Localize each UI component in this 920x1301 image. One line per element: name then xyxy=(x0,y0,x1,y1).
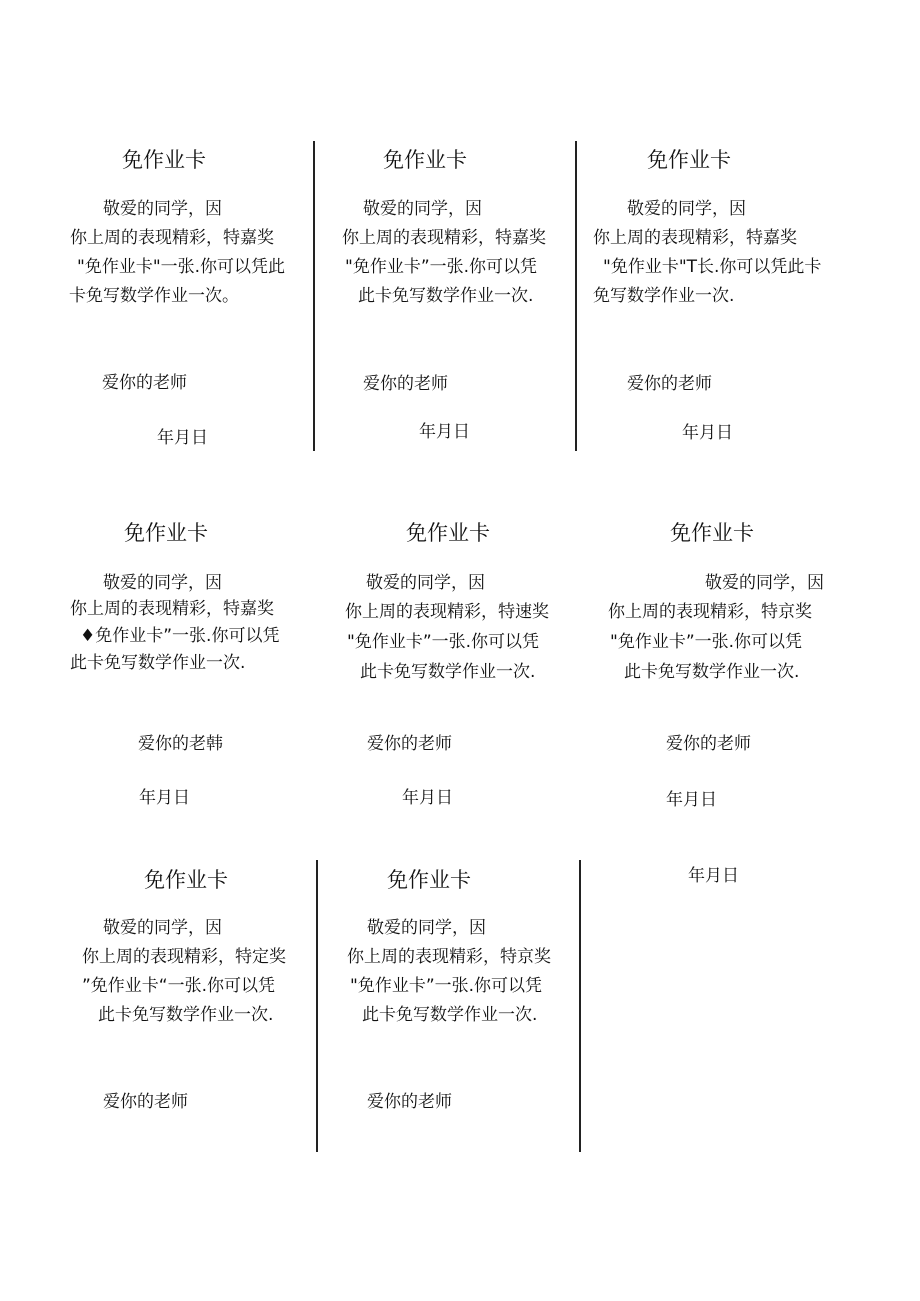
card-date: 年月日 xyxy=(402,788,453,808)
card-body-line: 免写数学作业一次. xyxy=(593,286,735,306)
card-date: 年月日 xyxy=(419,422,470,442)
card-body-line: 你上周的表现精彩，特嘉奖 xyxy=(342,228,546,248)
card-body-line: "免作业卡”一张.你可以凭 xyxy=(345,257,538,277)
card-body-line: ♦免作业卡”一张.你可以凭 xyxy=(80,626,280,646)
card-body-line: 你上周的表现精彩，特嘉奖 xyxy=(70,228,274,248)
card-body-line: 你上周的表现精彩，特嘉奖 xyxy=(70,599,274,619)
card-date: 年月日 xyxy=(666,790,717,810)
card-signature: 爱你的老师 xyxy=(627,374,712,394)
card-signature: 爱你的老师 xyxy=(363,374,448,394)
card-greeting: 敬爱的同学，因 xyxy=(103,199,222,219)
card-title: 免作业卡 xyxy=(144,868,228,892)
card-body-line: 卡免写数学作业一次。 xyxy=(69,286,239,306)
card-title: 免作业卡 xyxy=(670,521,754,545)
card-body-line: "免作业卡”一张.你可以凭 xyxy=(350,976,543,996)
card-date: 年月日 xyxy=(688,866,739,886)
card-body-line: ”免作业卡“一张.你可以凭 xyxy=(82,976,276,996)
card-greeting: 敬爱的同学，因 xyxy=(366,573,485,593)
card-body-line: 你上周的表现精彩，特嘉奖 xyxy=(593,228,797,248)
divider-line xyxy=(313,141,315,451)
divider-line xyxy=(575,141,577,451)
card-signature: 爱你的老师 xyxy=(102,373,187,393)
card-body-line: "免作业卡”一张.你可以凭 xyxy=(347,632,540,652)
card-body-line: 你上周的表现精彩，特速奖 xyxy=(345,602,549,622)
card-body-line: 你上周的表现精彩，特京奖 xyxy=(608,602,812,622)
card-greeting: 敬爱的同学，因 xyxy=(103,918,222,938)
card-title: 免作业卡 xyxy=(383,148,467,172)
card-signature: 爱你的老韩 xyxy=(138,734,223,754)
card-greeting: 敬爱的同学，因 xyxy=(627,199,746,219)
card-title: 免作业卡 xyxy=(122,148,206,172)
card-body-line: 此卡免写数学作业一次. xyxy=(624,662,800,682)
card-signature: 爱你的老师 xyxy=(103,1092,188,1112)
card-signature: 爱你的老师 xyxy=(367,1092,452,1112)
card-signature: 爱你的老师 xyxy=(367,734,452,754)
card-body-line: 你上周的表现精彩，特京奖 xyxy=(347,947,551,967)
divider-line xyxy=(579,860,581,1152)
card-greeting: 敬爱的同学，因 xyxy=(363,199,482,219)
card-date: 年月日 xyxy=(157,428,208,448)
card-title: 免作业卡 xyxy=(406,521,490,545)
divider-line xyxy=(316,860,318,1152)
card-greeting: 敬爱的同学，因 xyxy=(705,573,824,593)
card-date: 年月日 xyxy=(139,788,190,808)
card-title: 免作业卡 xyxy=(647,148,731,172)
card-body-line: 此卡免写数学作业一次. xyxy=(98,1005,274,1025)
card-body-line: 此卡免写数学作业一次. xyxy=(358,286,534,306)
card-date: 年月日 xyxy=(682,423,733,443)
card-title: 免作业卡 xyxy=(124,521,208,545)
card-body-line: 此卡免写数学作业一次. xyxy=(362,1005,538,1025)
card-body-line: "免作业卡"一张.你可以凭此 xyxy=(77,257,286,277)
card-greeting: 敬爱的同学，因 xyxy=(367,918,486,938)
card-body-line: "免作业卡"T长.你可以凭此卡 xyxy=(603,257,822,277)
card-title: 免作业卡 xyxy=(387,868,471,892)
card-body-line: "免作业卡”一张.你可以凭 xyxy=(610,632,803,652)
card-body-line: 你上周的表现精彩，特定奖 xyxy=(82,947,286,967)
card-greeting: 敬爱的同学，因 xyxy=(103,573,222,593)
card-body-line: 此卡免写数学作业一次. xyxy=(70,653,246,673)
card-signature: 爱你的老师 xyxy=(666,734,751,754)
card-body-line: 此卡免写数学作业一次. xyxy=(360,662,536,682)
